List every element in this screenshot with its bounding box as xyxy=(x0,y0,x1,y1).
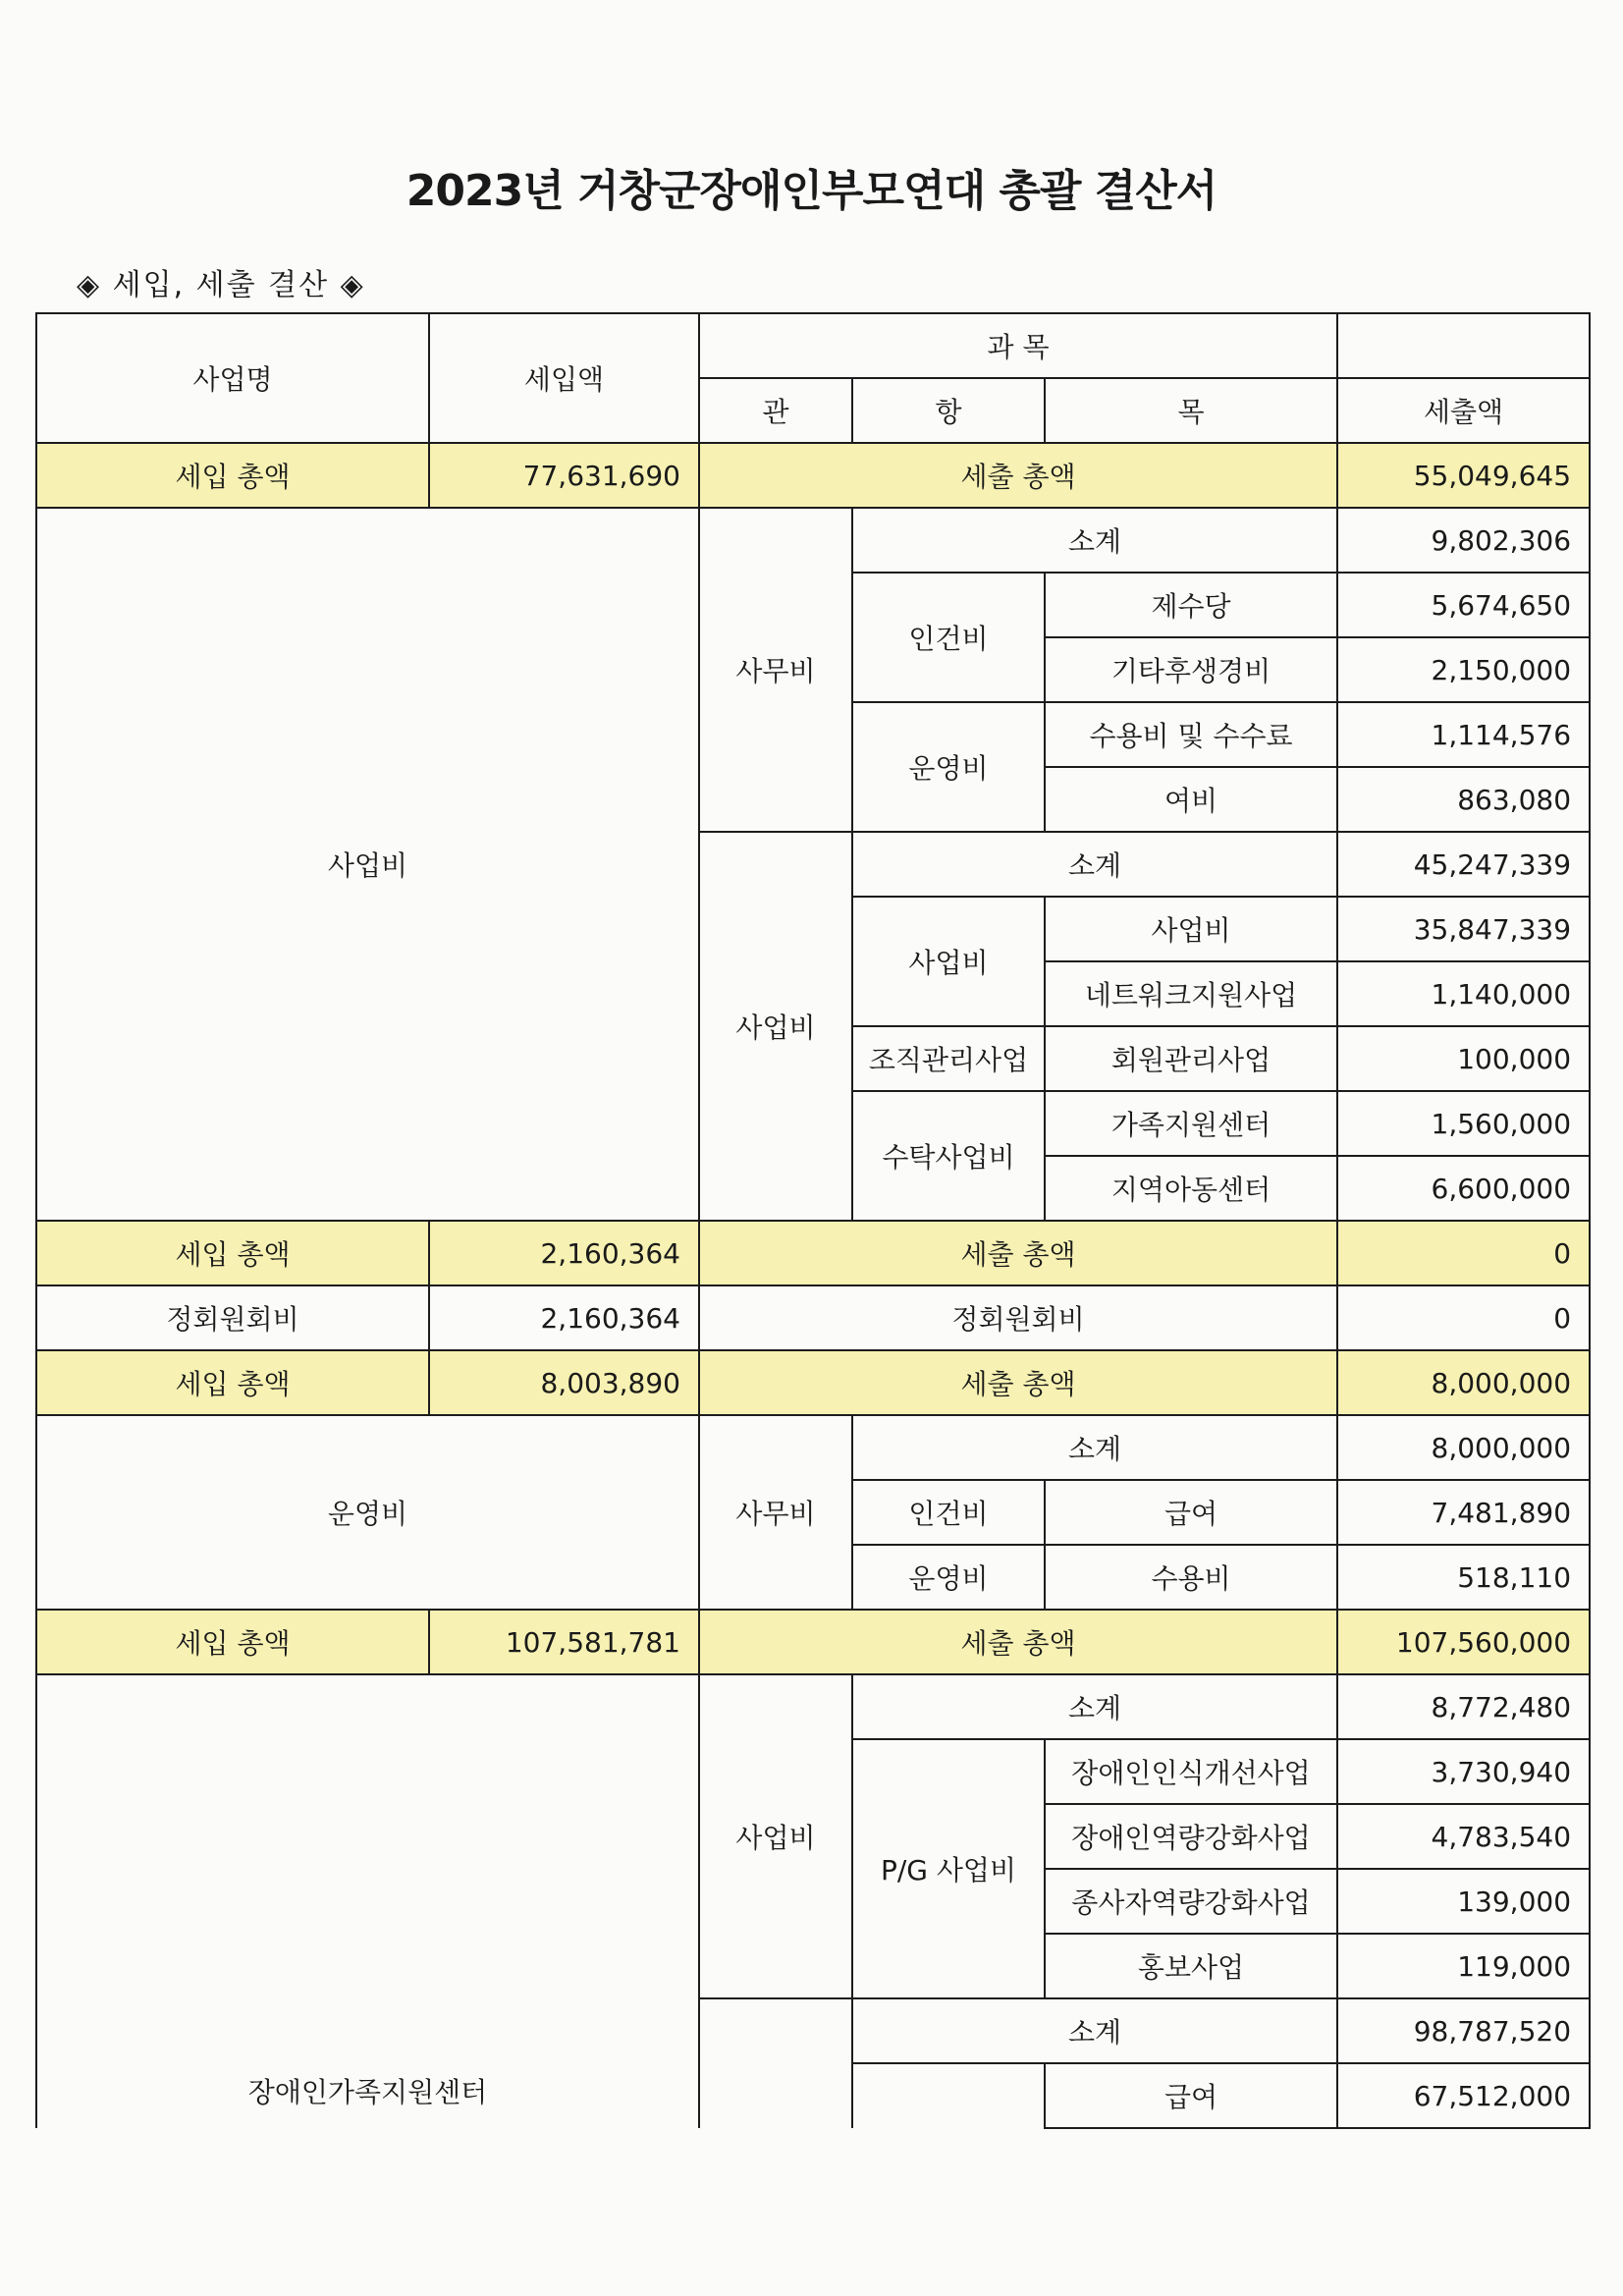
expense-label-cell: 정회원회비 xyxy=(699,1285,1337,1350)
hang-cell: 사업비 xyxy=(852,897,1045,1026)
amount-cell: 3,730,940 xyxy=(1337,1739,1590,1804)
document-title: 2023년 거창군장애인부모연대 총괄 결산서 xyxy=(406,166,1217,216)
expense-total-value: 55,049,645 xyxy=(1337,443,1590,508)
section-total-row xyxy=(36,1610,1590,1674)
gwan-cell: 사업비 xyxy=(699,832,852,1221)
expense-total-value: 107,560,000 xyxy=(1337,1610,1590,1674)
header-mok: 목 xyxy=(1045,378,1337,443)
mok-cell: 종사자역량강화사업 xyxy=(1045,1869,1337,1934)
mok-cell: 수용비 xyxy=(1045,1545,1337,1610)
table-row xyxy=(36,1415,1590,1480)
mok-cell: 제수당 xyxy=(1045,573,1337,637)
amount-cell: 1,560,000 xyxy=(1337,1091,1590,1156)
revenue-total-label: 세입 총액 xyxy=(36,443,429,508)
amount-cell: 119,000 xyxy=(1337,1934,1590,1998)
mok-cell: 가족지원센터 xyxy=(1045,1091,1337,1156)
expense-total-label: 세출 총액 xyxy=(699,1221,1337,1285)
subtotal-label: 소계 xyxy=(852,1415,1337,1480)
revenue-total-value: 2,160,364 xyxy=(429,1221,699,1285)
business-name-cell: 장애인가족지원센터 xyxy=(36,1674,699,2128)
subtotal-label: 소계 xyxy=(852,508,1337,573)
mok-cell: 홍보사업 xyxy=(1045,1934,1337,1998)
amount-cell: 518,110 xyxy=(1337,1545,1590,1610)
header-business-name: 사업명 xyxy=(36,313,429,443)
amount-cell: 4,783,540 xyxy=(1337,1804,1590,1869)
header-blank xyxy=(1337,313,1590,378)
subtotal-value: 45,247,339 xyxy=(1337,832,1590,897)
mok-cell: 여비 xyxy=(1045,767,1337,832)
header-hang: 항 xyxy=(852,378,1045,443)
amount-cell: 6,600,000 xyxy=(1337,1156,1590,1221)
mok-cell: 급여 xyxy=(1045,2063,1337,2128)
business-name-cell: 운영비 xyxy=(36,1415,699,1610)
amount-cell: 67,512,000 xyxy=(1337,2063,1590,2128)
hang-cell: 운영비 xyxy=(852,702,1045,832)
amount-cell: 35,847,339 xyxy=(1337,897,1590,961)
subtotal-value: 8,772,480 xyxy=(1337,1674,1590,1739)
hang-cell: 인건비 xyxy=(852,1480,1045,1545)
mok-cell: 급여 xyxy=(1045,1480,1337,1545)
table-row xyxy=(36,1674,1590,1739)
revenue-total-value: 8,003,890 xyxy=(429,1350,699,1415)
expense-total-label: 세출 총액 xyxy=(699,1610,1337,1674)
mok-cell: 지역아동센터 xyxy=(1045,1156,1337,1221)
table-row xyxy=(36,1285,1590,1350)
mok-cell: 기타후생경비 xyxy=(1045,637,1337,702)
hang-cell xyxy=(852,2063,1045,2128)
business-name-cell: 정회원회비 xyxy=(36,1285,429,1350)
settlement-table xyxy=(35,312,1591,2129)
section-total-row xyxy=(36,1350,1590,1415)
amount-cell: 2,150,000 xyxy=(1337,637,1590,702)
gwan-cell: 사무비 xyxy=(699,508,852,832)
header-revenue-amount: 세입액 xyxy=(429,313,699,443)
gwan-cell xyxy=(699,1998,852,2128)
subtotal-label: 소계 xyxy=(852,1674,1337,1739)
expense-total-value: 8,000,000 xyxy=(1337,1350,1590,1415)
section-total-row xyxy=(36,443,1590,508)
amount-cell: 5,674,650 xyxy=(1337,573,1590,637)
section-subtitle: ◈ 세입, 세출 결산 ◈ xyxy=(77,268,365,302)
mok-cell: 수용비 및 수수료 xyxy=(1045,702,1337,767)
header-subject: 과 목 xyxy=(699,313,1337,378)
subtotal-label: 소계 xyxy=(852,1998,1337,2063)
section-total-row xyxy=(36,1221,1590,1285)
subtotal-label: 소계 xyxy=(852,832,1337,897)
table-header-row-1 xyxy=(36,313,1590,378)
hang-cell: 운영비 xyxy=(852,1545,1045,1610)
subtotal-value: 98,787,520 xyxy=(1337,1998,1590,2063)
revenue-total-value: 77,631,690 xyxy=(429,443,699,508)
gwan-cell: 사업비 xyxy=(699,1674,852,1998)
amount-cell: 139,000 xyxy=(1337,1869,1590,1934)
header-gwan: 관 xyxy=(699,378,852,443)
revenue-total-label: 세입 총액 xyxy=(36,1610,429,1674)
amount-cell: 863,080 xyxy=(1337,767,1590,832)
amount-cell: 1,114,576 xyxy=(1337,702,1590,767)
amount-cell: 0 xyxy=(1337,1285,1590,1350)
mok-cell: 네트워크지원사업 xyxy=(1045,961,1337,1026)
header-expense-amount: 세출액 xyxy=(1337,378,1590,443)
hang-cell: 수탁사업비 xyxy=(852,1091,1045,1221)
amount-cell: 100,000 xyxy=(1337,1026,1590,1091)
expense-total-label: 세출 총액 xyxy=(699,443,1337,508)
mok-cell: 회원관리사업 xyxy=(1045,1026,1337,1091)
hang-cell: 조직관리사업 xyxy=(852,1026,1045,1091)
business-name-cell: 사업비 xyxy=(36,508,699,1221)
expense-total-value: 0 xyxy=(1337,1221,1590,1285)
amount-cell: 1,140,000 xyxy=(1337,961,1590,1026)
mok-cell: 장애인역량강화사업 xyxy=(1045,1804,1337,1869)
mok-cell: 장애인인식개선사업 xyxy=(1045,1739,1337,1804)
mok-cell: 사업비 xyxy=(1045,897,1337,961)
subtotal-value: 9,802,306 xyxy=(1337,508,1590,573)
table-row xyxy=(36,508,1590,573)
subtotal-value: 8,000,000 xyxy=(1337,1415,1590,1480)
revenue-amount-cell: 2,160,364 xyxy=(429,1285,699,1350)
revenue-total-label: 세입 총액 xyxy=(36,1350,429,1415)
hang-cell: 인건비 xyxy=(852,573,1045,702)
hang-cell: P/G 사업비 xyxy=(852,1739,1045,1998)
revenue-total-value: 107,581,781 xyxy=(429,1610,699,1674)
amount-cell: 7,481,890 xyxy=(1337,1480,1590,1545)
expense-total-label: 세출 총액 xyxy=(699,1350,1337,1415)
revenue-total-label: 세입 총액 xyxy=(36,1221,429,1285)
gwan-cell: 사무비 xyxy=(699,1415,852,1610)
